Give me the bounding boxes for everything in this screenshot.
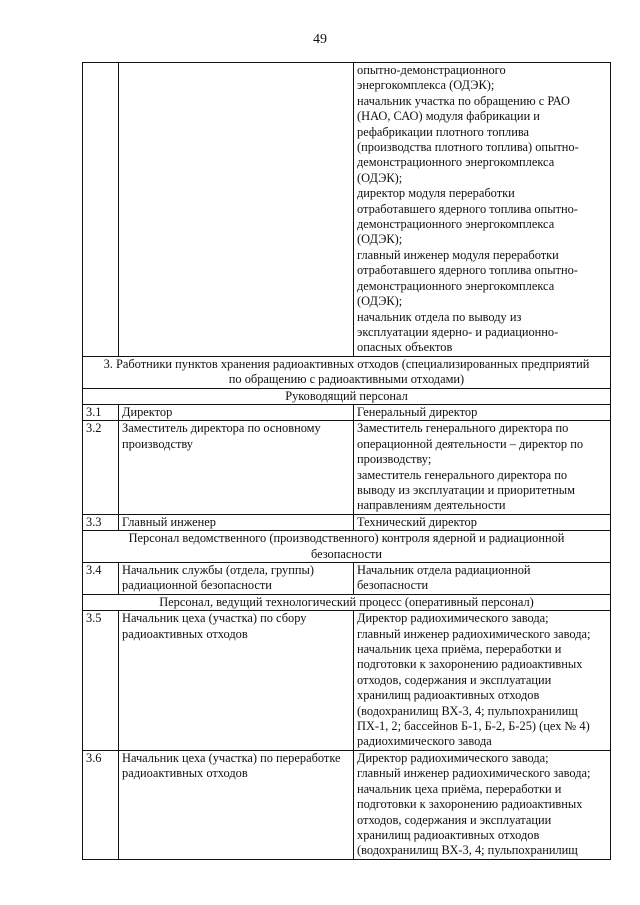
text-line: (производства плотного топлива) опытно- bbox=[357, 140, 579, 155]
current-position bbox=[119, 63, 354, 357]
new-position bbox=[354, 421, 611, 514]
text-line: отработавшего ядерного топлива опытно- bbox=[357, 263, 578, 278]
text-line: эксплуатации ядерно- и радиационно- bbox=[357, 324, 559, 339]
text-line: Директор радиохимического завода; bbox=[357, 750, 549, 765]
text-line: рефабрикации плотного топлива bbox=[357, 124, 530, 139]
row-number: 3.1 bbox=[83, 404, 119, 420]
new-position bbox=[354, 611, 611, 751]
current-position bbox=[119, 421, 354, 514]
text-line: подготовки к захоронению радиоактивных bbox=[357, 657, 583, 672]
group-header bbox=[83, 388, 611, 404]
table-row bbox=[83, 421, 611, 514]
text-line: радиоактивных отходов bbox=[122, 766, 248, 781]
text-line: главный инженер радиохимического завода; bbox=[357, 626, 591, 641]
text-line: производству; bbox=[357, 452, 432, 467]
group-header bbox=[83, 594, 611, 610]
row-number: 3.4 bbox=[83, 563, 119, 595]
text-line: начальник участка по обращению с РАО bbox=[357, 93, 570, 108]
current-position: Главный инженер bbox=[119, 514, 354, 530]
text-line: радиоактивных отходов bbox=[122, 626, 248, 641]
text-line: заместитель генерального директора по bbox=[357, 467, 568, 482]
row-number: 3.5 bbox=[83, 611, 119, 751]
text-line: демонстрационного энергокомплекса bbox=[357, 155, 555, 170]
row-number: 3.3 bbox=[83, 514, 119, 530]
new-position bbox=[354, 750, 611, 859]
text-line: 3. Работники пунктов хранения радиоактивных отходов (специализированных предприятий bbox=[103, 356, 590, 371]
table-row bbox=[83, 514, 611, 530]
text-line: начальник отдела по выводу из bbox=[357, 309, 522, 324]
group-management: Руководящий персонал bbox=[83, 388, 611, 404]
group-control bbox=[83, 531, 611, 563]
text-line: операционной деятельности – директор по bbox=[357, 436, 584, 451]
group-header bbox=[83, 531, 611, 563]
text-line: начальник цеха приёма, переработки и bbox=[357, 781, 562, 796]
text-line: направлениям деятельности bbox=[357, 498, 506, 513]
table-row bbox=[83, 63, 611, 357]
text-line: отходов, содержания и эксплуатации bbox=[357, 812, 552, 827]
text-line: хранилищ радиоактивных отходов bbox=[357, 688, 540, 703]
text-line: отработавшего ядерного топлива опытно- bbox=[357, 201, 578, 216]
text-line: подготовки к захоронению радиоактивных bbox=[357, 797, 583, 812]
text-line: (водохранилищ ВХ-3, 4; пульпохранилищ bbox=[357, 703, 578, 718]
text-line: энергокомплекса (ОДЭК); bbox=[357, 78, 495, 93]
current-position: Директор bbox=[119, 404, 354, 420]
row-number bbox=[83, 63, 119, 357]
text-line: демонстрационного энергокомплекса bbox=[357, 278, 555, 293]
text-line: Директор радиохимического завода; bbox=[357, 611, 549, 626]
text-line: (ОДЭК); bbox=[357, 294, 403, 309]
group-operational: Персонал, ведущий технологический процесс (оперативный персонал) bbox=[83, 594, 611, 610]
text-line: по обращению с радиоактивными отходами) bbox=[228, 372, 465, 387]
new-position bbox=[354, 63, 611, 357]
table-row bbox=[83, 750, 611, 859]
text-line: (ОДЭК); bbox=[357, 232, 403, 247]
text-line: опасных объектов bbox=[357, 340, 453, 355]
text-line: Начальник цеха (участка) по переработке bbox=[122, 750, 341, 765]
text-line: (НАО, САО) модуля фабрикации и bbox=[357, 109, 540, 124]
text-line: радиационной безопасности bbox=[122, 578, 272, 593]
table-row bbox=[83, 611, 611, 751]
text-line: Начальник службы (отдела, группы) bbox=[122, 563, 314, 577]
new-position bbox=[354, 563, 611, 595]
text-line: Начальник отдела радиационной bbox=[357, 563, 531, 577]
page-number: 49 bbox=[313, 32, 327, 47]
text-line: (водохранилищ ВХ-3, 4; пульпохранилищ bbox=[357, 843, 578, 858]
text-line: Заместитель директора по основному bbox=[122, 421, 321, 436]
text-line: директор модуля переработки bbox=[357, 186, 515, 201]
new-position: Генеральный директор bbox=[354, 404, 611, 420]
text-line: отходов, содержания и эксплуатации bbox=[357, 672, 552, 687]
section-header bbox=[83, 356, 611, 388]
text-line: опытно-демонстрационного bbox=[357, 63, 506, 77]
table-row bbox=[83, 563, 611, 595]
row-number: 3.2 bbox=[83, 421, 119, 514]
text-line: главный инженер радиохимического завода; bbox=[357, 766, 591, 781]
text-line: Заместитель генерального директора по bbox=[357, 421, 569, 436]
text-line: производству bbox=[122, 436, 193, 451]
new-position: Технический директор bbox=[354, 514, 611, 530]
text-line: Начальник цеха (участка) по сбору bbox=[122, 611, 307, 626]
current-position bbox=[119, 563, 354, 595]
current-position bbox=[119, 750, 354, 859]
text-line: Персонал ведомственного (производственного) контроля ядерной и радиационной bbox=[128, 531, 565, 546]
row-number: 3.6 bbox=[83, 750, 119, 859]
section-3-title bbox=[83, 356, 611, 388]
text-line: безопасности bbox=[357, 578, 429, 593]
text-line: безопасности bbox=[310, 546, 383, 561]
table-row bbox=[83, 404, 611, 420]
text-line: ПХ-1, 2; бассейнов Б-1, Б-2, Б-25) (цех № 4) bbox=[357, 719, 590, 734]
text-line: выводу из эксплуатации и приоритетным bbox=[357, 482, 575, 497]
current-position bbox=[119, 611, 354, 751]
text-line: радиохимического завода bbox=[357, 734, 492, 749]
positions-table bbox=[82, 62, 611, 860]
text-line: (ОДЭК); bbox=[357, 170, 403, 185]
text-line: начальник цеха приёма, переработки и bbox=[357, 642, 562, 657]
text-line: хранилищ радиоактивных отходов bbox=[357, 827, 540, 842]
text-line: главный инженер модуля переработки bbox=[357, 247, 559, 262]
text-line: демонстрационного энергокомплекса bbox=[357, 217, 555, 232]
